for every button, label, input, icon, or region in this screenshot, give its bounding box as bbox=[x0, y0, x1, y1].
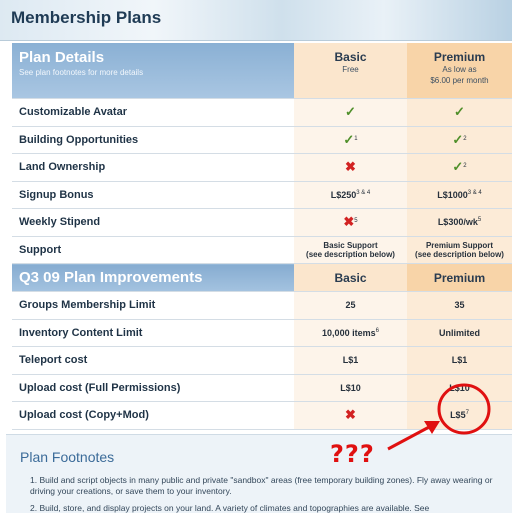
footnote-ref: 6 bbox=[375, 327, 379, 334]
basic-signup-bonus: L$250 bbox=[330, 189, 357, 200]
basic-value: L$10 bbox=[294, 374, 407, 402]
row-label: Signup Bonus bbox=[12, 181, 294, 209]
footnote-ref: 1 bbox=[354, 135, 358, 142]
footnote-ref: 2 bbox=[463, 163, 467, 170]
row-label: Support bbox=[12, 236, 294, 264]
footnote-ref: 3 & 4 bbox=[467, 189, 482, 196]
row-label: Groups Membership Limit bbox=[12, 292, 294, 320]
question-marks: ??? bbox=[330, 440, 375, 468]
footnote-ref: 7 bbox=[465, 410, 469, 417]
check-icon: ✓ bbox=[452, 159, 464, 175]
basic-support-level: Basic Support bbox=[323, 240, 378, 250]
improvements-title: Q3 09 Plan Improvements bbox=[19, 269, 203, 286]
row-label: Teleport cost bbox=[12, 347, 294, 375]
premium-plan-price-line1: As low as bbox=[442, 65, 477, 74]
footnote-ref: 5 bbox=[477, 217, 482, 224]
cross-icon: ✖ bbox=[345, 159, 356, 175]
premium-plan-price-line2: $6.00 per month bbox=[430, 76, 489, 85]
check-icon: ✓ bbox=[343, 131, 355, 147]
row-label: Upload cost (Copy+Mod) bbox=[12, 402, 294, 430]
premium-plan-name: Premium bbox=[433, 270, 486, 285]
row-label: Upload cost (Full Permissions) bbox=[12, 374, 294, 402]
check-icon: ✓ bbox=[452, 131, 464, 147]
footnote-ref: 2 bbox=[463, 135, 467, 142]
plan-details-subtitle: See plan footnotes for more details bbox=[19, 68, 144, 77]
row-label: Weekly Stipend bbox=[12, 209, 294, 237]
cross-icon: ✖ bbox=[343, 214, 355, 230]
premium-plan-name: Premium bbox=[433, 50, 486, 64]
row-label: Inventory Content Limit bbox=[12, 319, 294, 347]
basic-value: L$1 bbox=[294, 347, 407, 375]
premium-signup-bonus: L$1000 bbox=[437, 189, 468, 200]
plan-details-title: Plan Details bbox=[19, 49, 105, 66]
footnotes-title: Plan Footnotes bbox=[20, 449, 115, 465]
premium-value: L$10 bbox=[407, 374, 512, 402]
footnote-ref: 3 & 4 bbox=[356, 189, 371, 196]
basic-plan-name: Basic bbox=[334, 50, 367, 64]
premium-support-note: (see description below) bbox=[415, 249, 504, 259]
basic-value: 25 bbox=[294, 292, 407, 320]
premium-support-level: Premium Support bbox=[425, 240, 494, 250]
basic-value: 10,000 items bbox=[322, 327, 376, 338]
check-icon: ✓ bbox=[345, 104, 356, 120]
row-label: Land Ownership bbox=[12, 154, 294, 182]
row-label: Building Opportunities bbox=[12, 126, 294, 154]
basic-plan-price: Free bbox=[342, 65, 359, 74]
cross-icon: ✖ bbox=[345, 407, 356, 423]
premium-value: L$1 bbox=[407, 347, 512, 375]
premium-value: Unlimited bbox=[407, 319, 512, 347]
premium-value: 35 bbox=[407, 292, 512, 320]
footnote-ref: 5 bbox=[354, 218, 358, 225]
highlight-circle bbox=[439, 385, 489, 433]
basic-plan-name: Basic bbox=[334, 270, 367, 285]
basic-support-note: (see description below) bbox=[306, 249, 395, 259]
row-label: Customizable Avatar bbox=[12, 99, 294, 127]
annotation-arrow-line bbox=[388, 426, 431, 449]
footnote-item: 1. Build and script objects in many public and private "sandbox" areas (free temporary building zones). Fly away wearing or driving your creations, or save them to your inventory. bbox=[30, 475, 493, 496]
page-title: Membership Plans bbox=[11, 8, 162, 27]
premium-value: L$5 bbox=[450, 410, 466, 421]
footnote-item: 2. Build, store, and display projects on your land. A variety of climates and topographies are available. See bbox=[30, 503, 430, 513]
premium-weekly-stipend: L$300/wk bbox=[437, 217, 478, 228]
check-icon: ✓ bbox=[454, 104, 465, 120]
